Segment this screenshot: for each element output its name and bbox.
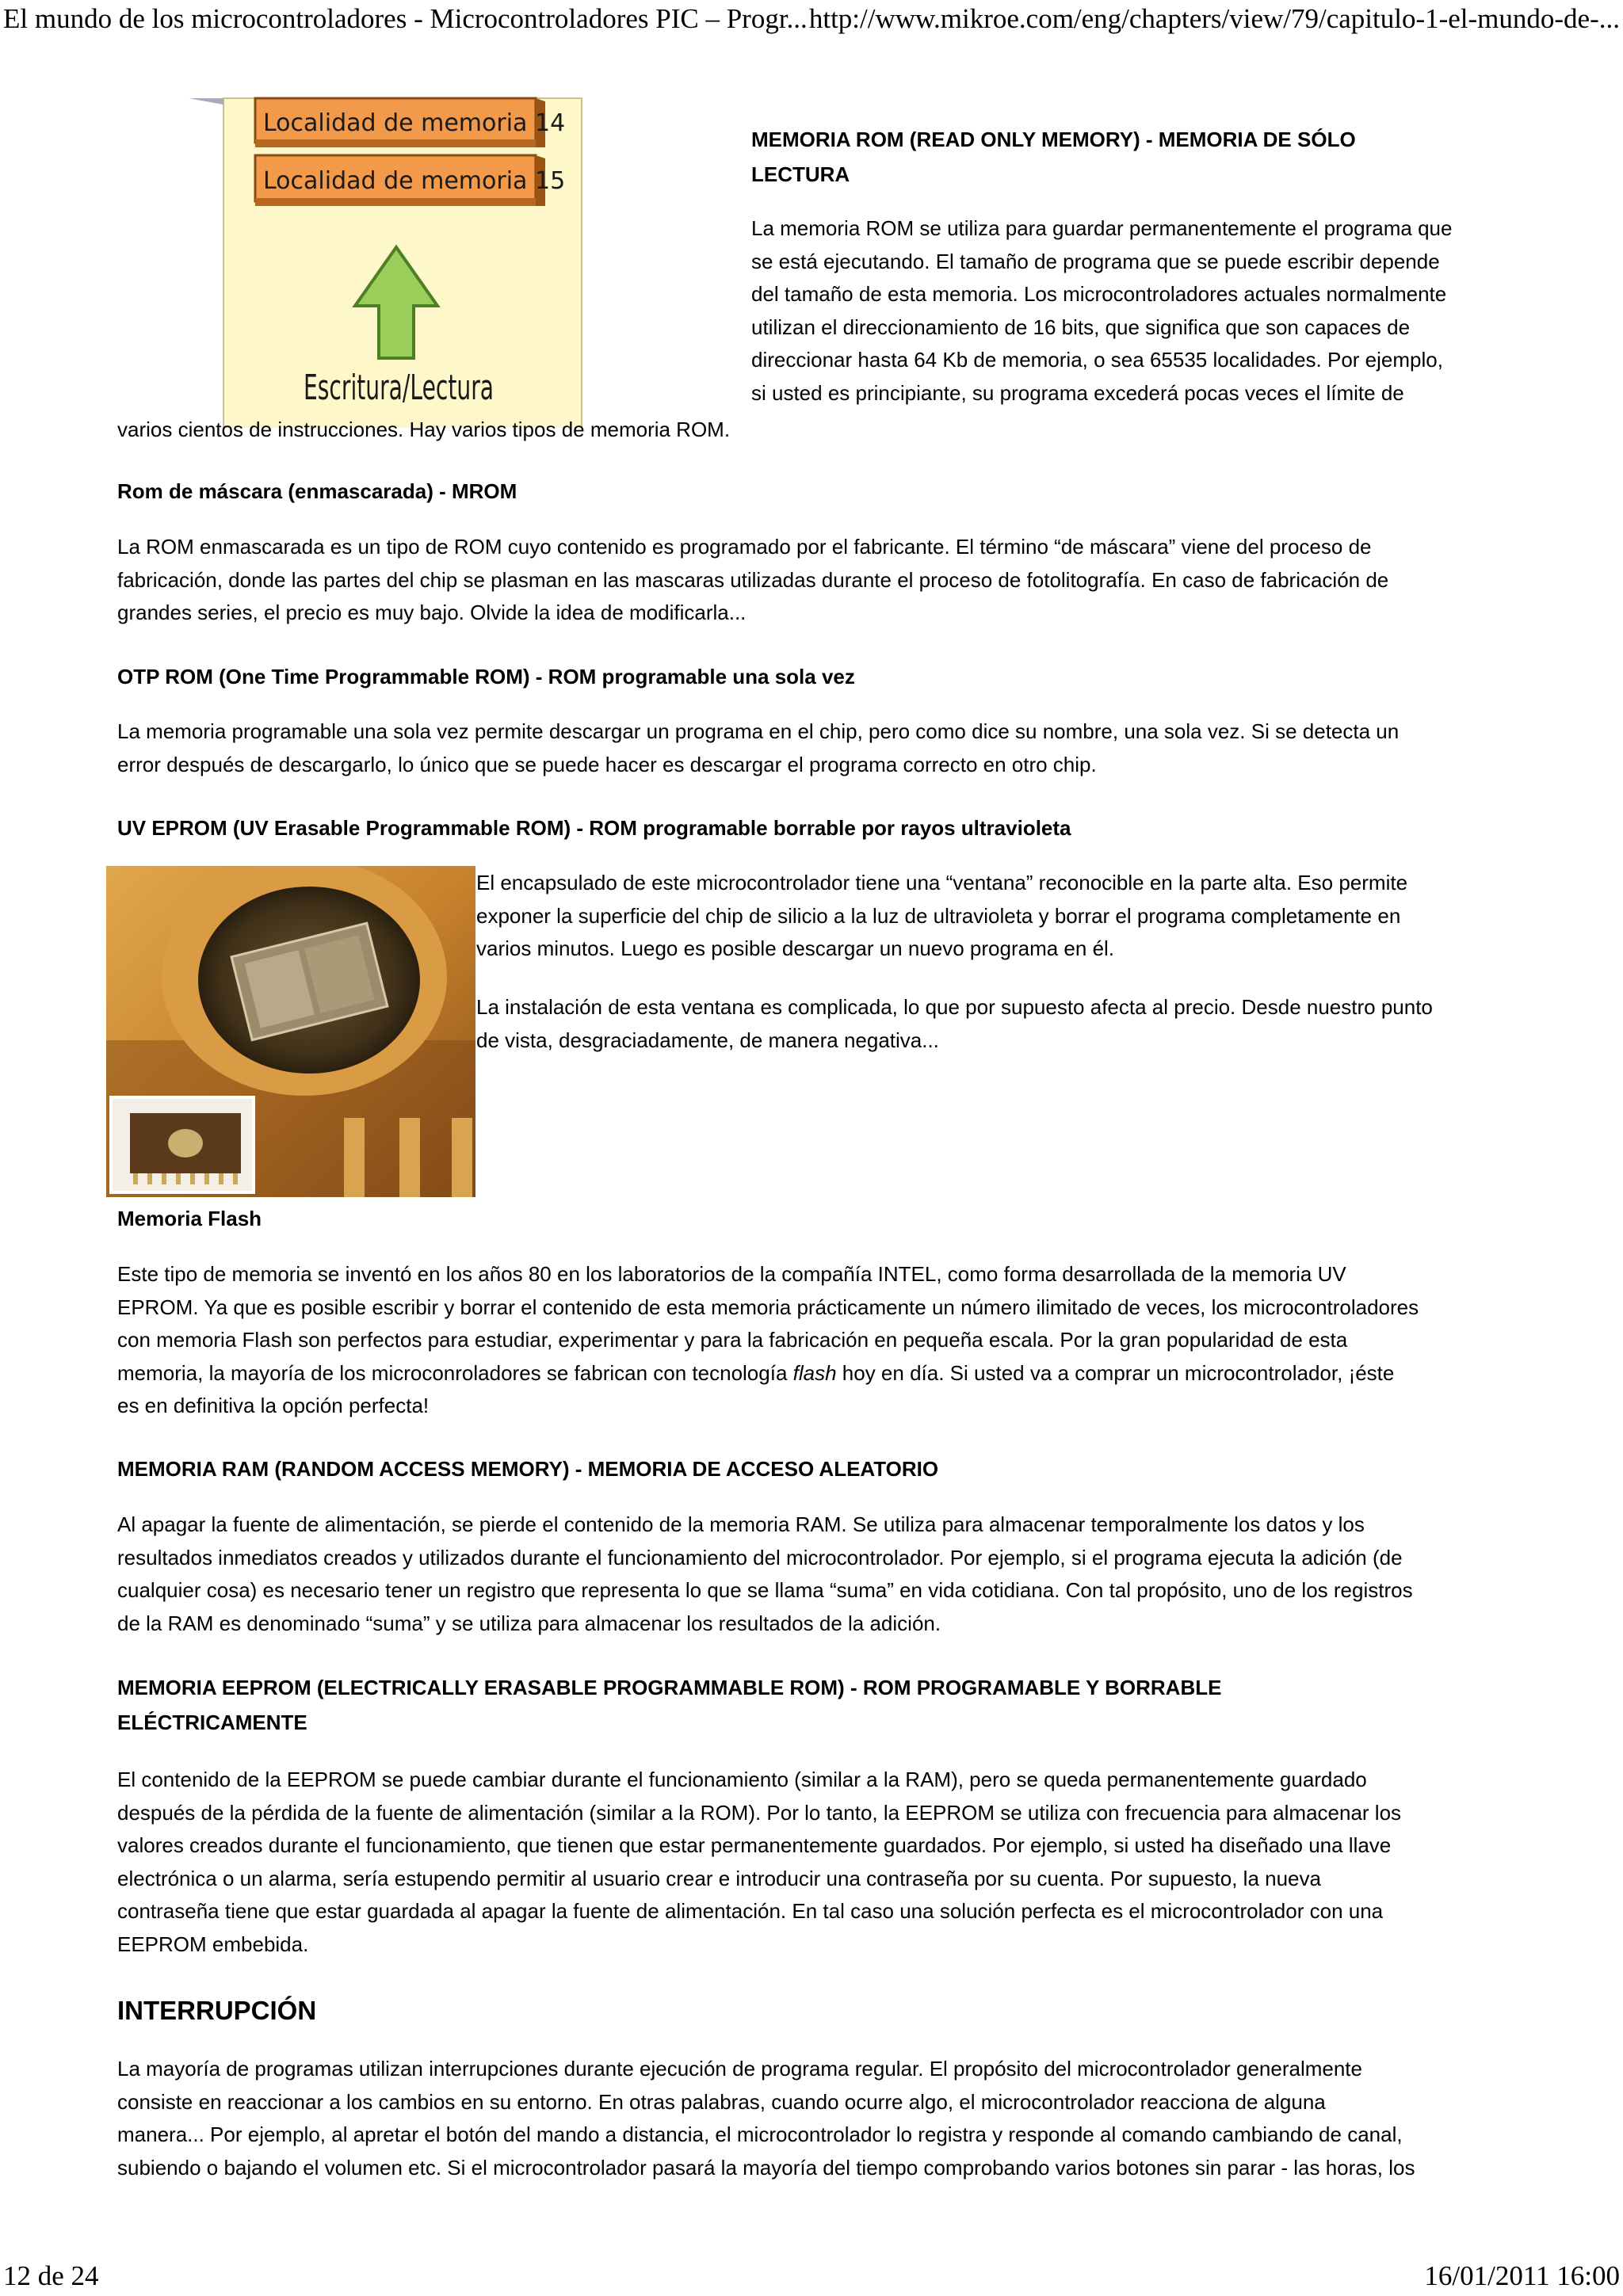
uveprom-heading: UV EPROM (UV Erasable Programmable ROM) - ROM programable borrable por rayos ultravioleta	[117, 816, 1071, 840]
print-header-url: http://www.mikroe.com/eng/chapters/view/79/capitulo-1-el-mundo-de-...	[808, 3, 1620, 34]
memory-location-illustration	[0, 0, 761, 428]
interrupt-paragraph-line: La mayoría de programas utilizan interrupciones durante ejecución de programa regular. El propósito del microcontrolador generalmente	[117, 2057, 1362, 2081]
memory-cell-15-label: Localidad de memoria 15	[263, 167, 566, 195]
uveprom-paragraph-line: exponer la superficie del chip de silicio a la luz de ultravioleta y borrar el programa completamente en	[476, 903, 1401, 928]
flash-paragraph-line: con memoria Flash son perfectos para estudiar, experimentar y para la fabricación en pequeña escala. Por la gran popularidad de esta	[117, 1328, 1348, 1352]
eeprom-paragraph-line: electrónica o un alarma, sería estupendo permitir al usuario crear e introducir una contraseña por su cuenta. Por supuesto, la nueva	[117, 1866, 1321, 1890]
eeprom-paragraph-line: contraseña tiene que estar guardada al apagar la fuente de alimentación. En tal caso una solución perfecta es el microcontrolador con una	[117, 1899, 1384, 1923]
rom-paragraph-line: se está ejecutando. El tamaño de programa que se puede escribir depende	[751, 249, 1440, 273]
rom-paragraph-line: si usted es principiante, su programa excederá pocas veces el límite de	[751, 380, 1404, 405]
interrupt-paragraph-line: manera... Por ejemplo, al apretar el botón del mando a distancia, el microcontrolador lo registra y responde al comando cambiando de canal,	[117, 2122, 1403, 2146]
flash-paragraph-line: es en definitiva la opción perfecta!	[117, 1394, 430, 1417]
memory-cell-14-label: Localidad de memoria 14	[263, 109, 566, 137]
interrupt-heading: INTERRUPCIÓN	[117, 1996, 317, 2025]
eeprom-paragraph-line: El contenido de la EEPROM se puede cambiar durante el funcionamiento (similar a la RAM), pero se queda permanentemente guardado	[117, 1768, 1367, 1791]
flash-paragraph-line: Este tipo de memoria se inventó en los años 80 en los laboratorios de la compañía INTEL, como forma desarrollada de la memoria UV	[117, 1262, 1346, 1286]
flash-paragraph-line	[117, 1357, 1512, 1390]
eeprom-paragraph-line: EEPROM embebida.	[117, 1932, 309, 1956]
ram-heading: MEMORIA RAM (RANDOM ACCESS MEMORY) - MEMORIA DE ACCESO ALEATORIO	[117, 1457, 939, 1481]
flash-line-text: memoria, la mayoría de los microconroladores se fabrican con tecnología	[117, 1360, 793, 1385]
uveprom-paragraph-line: de vista, desgraciadamente, de manera negativa...	[476, 1028, 939, 1052]
print-footer-page: 12 de 24	[3, 2260, 99, 2291]
interrupt-paragraph-line: subiendo o bajando el volumen etc. Si el microcontrolador pasará la mayoría del tiempo comprobando varios botones sin parar - las horas, los	[117, 2155, 1415, 2180]
eeprom-heading-line1: MEMORIA EEPROM (ELECTRICALLY ERASABLE PROGRAMMABLE ROM) - ROM PROGRAMABLE Y BORRABLE	[117, 1676, 1222, 1699]
eeprom-paragraph-line: valores creados durante el funcionamiento, que tienen que estar permanentemente guardados. Por ejemplo, si usted ha diseñado una llave	[117, 1833, 1392, 1857]
illustration-caption: Escritura/Lectura	[304, 368, 494, 408]
rom-paragraph-line: del tamaño de esta memoria. Los microcontroladores actuales normalmente	[751, 282, 1447, 306]
uv-eprom-photo	[106, 866, 475, 1197]
rom-heading-line2: LECTURA	[751, 162, 850, 186]
rom-paragraph-line: utilizan el direccionamiento de 16 bits, que significa que son capaces de	[751, 315, 1411, 339]
uveprom-paragraph-line: El encapsulado de este microcontrolador tiene una “ventana” reconocible en la parte alta. Eso permite	[476, 871, 1408, 894]
flash-emphasis: flash	[792, 1360, 837, 1385]
flash-line-text: hoy en día. Si usted va a comprar un microcontrolador, ¡éste	[836, 1360, 1395, 1385]
otp-paragraph-line: La memoria programable una sola vez permite descargar un programa en el chip, pero como dice su nombre, una sola vez. Si se detecta un	[117, 719, 1400, 743]
otp-paragraph-line: error después de descargarlo, lo único que se puede hacer es descargar el programa correcto en otro chip.	[117, 752, 1097, 776]
rom-paragraph-line: direccionar hasta 64 Kb de memoria, o sea 65535 localidades. Por ejemplo,	[751, 348, 1443, 372]
rom-heading-line1: MEMORIA ROM (READ ONLY MEMORY) - MEMORIA DE SÓLO	[751, 128, 1356, 151]
eeprom-paragraph-line: después de la pérdida de la fuente de alimentación (similar a la ROM). Por lo tanto, la EEPROM se utiliza con frecuencia para almacenar los	[117, 1800, 1402, 1825]
rom-paragraph-line: varios cientos de instrucciones. Hay varios tipos de memoria ROM.	[117, 418, 731, 441]
flash-heading: Memoria Flash	[117, 1207, 262, 1230]
print-header-title: El mundo de los microcontroladores - Microcontroladores PIC – Progr...	[3, 3, 808, 34]
eeprom-heading-line2: ELÉCTRICAMENTE	[117, 1711, 307, 1734]
interrupt-paragraph-line: consiste en reaccionar a los cambios en su entorno. En otras palabras, cuando ocurre algo, el microcontrolador reacciona de alguna	[117, 2089, 1326, 2114]
ram-paragraph-line: de la RAM es denominado “suma” y se utiliza para almacenar los resultados de la adición.	[117, 1611, 941, 1635]
uveprom-paragraph-line: La instalación de esta ventana es complicada, lo que por supuesto afecta al precio. Desde nuestro punto	[476, 995, 1433, 1019]
mrom-heading: Rom de máscara (enmascarada) - MROM	[117, 479, 517, 503]
print-footer-datetime: 16/01/2011 16:00	[1424, 2260, 1620, 2291]
mrom-paragraph-line: fabricación, donde las partes del chip se plasman en las mascaras utilizadas durante el proceso de fotolitografía. En caso de fabricación de	[117, 567, 1389, 592]
mrom-paragraph-line: grandes series, el precio es muy bajo. Olvide la idea de modificarla...	[117, 601, 747, 624]
flash-paragraph-line: EPROM. Ya que es posible escribir y borrar el contenido de esta memoria prácticamente un número ilimitado de veces, los microcontroladores	[117, 1295, 1419, 1319]
mrom-paragraph-line: La ROM enmascarada es un tipo de ROM cuyo contenido es programado por el fabricante. El término “de máscara” viene del proceso de	[117, 535, 1372, 559]
ram-paragraph-line: resultados inmediatos creados y utilizados durante el funcionamiento del microcontrolador. Por ejemplo, si el programa ejecuta la adición (de	[117, 1545, 1403, 1569]
uveprom-paragraph-line: varios minutos. Luego es posible descargar un nuevo programa en él.	[476, 936, 1115, 960]
rom-paragraph-line: La memoria ROM se utiliza para guardar permanentemente el programa que	[751, 216, 1453, 240]
ram-paragraph-line: cualquier cosa) es necesario tener un registro que representa lo que se llama “suma” en vida cotidiana. Con tal propósito, uno de los registros	[117, 1578, 1413, 1602]
ram-paragraph-line: Al apagar la fuente de alimentación, se pierde el contenido de la memoria RAM. Se utiliza para almacenar temporalmente los datos y los	[117, 1512, 1365, 1536]
otp-heading: OTP ROM (One Time Programmable ROM) - ROM programable una sola vez	[117, 665, 855, 688]
